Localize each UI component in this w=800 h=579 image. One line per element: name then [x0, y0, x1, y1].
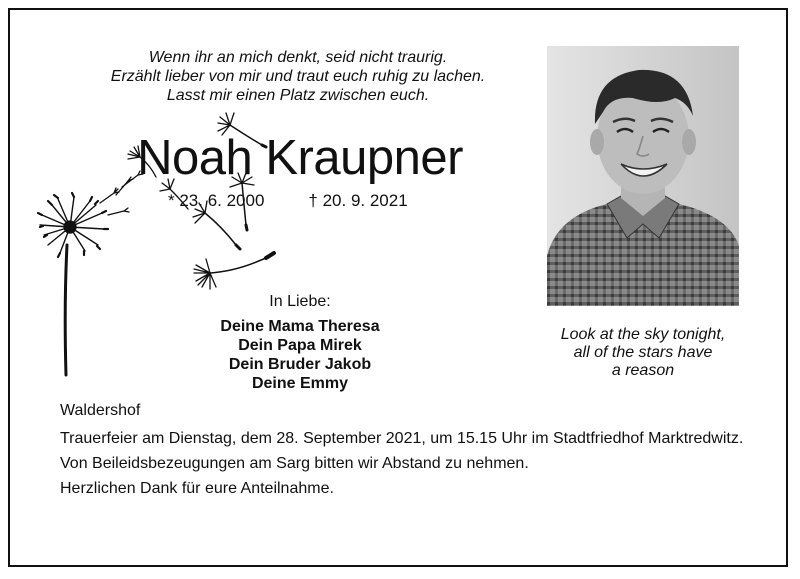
portrait-photo: [547, 46, 739, 306]
distance-request: Von Beileidsbezeugungen am Sarg bitten wir Abstand zu nehmen.: [60, 455, 529, 472]
quote: [538, 326, 748, 380]
mourner-name: Dein Bruder Jakob: [228, 356, 372, 373]
poem-line: Erzählt lieber von mir und traut euch ruhig zu lachen.: [110, 68, 486, 85]
quote-line: all of the stars have: [573, 344, 713, 361]
deceased-name: Noah Kraupner: [137, 131, 463, 185]
mourner-name: Deine Emmy: [251, 375, 349, 392]
mourners-intro: In Liebe:: [269, 293, 331, 310]
funeral-info: [60, 429, 760, 504]
funeral-details: Trauerfeier am Dienstag, dem 28. September 2021, um 15.15 Uhr im Stadtfriedhof Marktredwitz.: [60, 430, 744, 447]
mourners-block: [190, 292, 410, 393]
death-date: † 20. 9. 2021: [308, 191, 408, 210]
poem-line: Wenn ihr an mich denkt, seid nicht traurig.: [148, 49, 448, 66]
quote-line: a reason: [611, 362, 675, 379]
quote-line: Look at the sky tonight,: [560, 326, 726, 343]
birth-date: * 23. 6. 2000: [168, 191, 265, 210]
thanks-note: Herzlichen Dank für eure Anteilnahme.: [60, 480, 334, 497]
place-name: Waldershof: [60, 402, 141, 419]
poem-line: Lasst mir einen Platz zwischen euch.: [166, 87, 430, 104]
life-dates: [168, 191, 408, 211]
mourner-name: Deine Mama Theresa: [220, 318, 380, 335]
mourner-name: Dein Papa Mirek: [238, 337, 362, 354]
